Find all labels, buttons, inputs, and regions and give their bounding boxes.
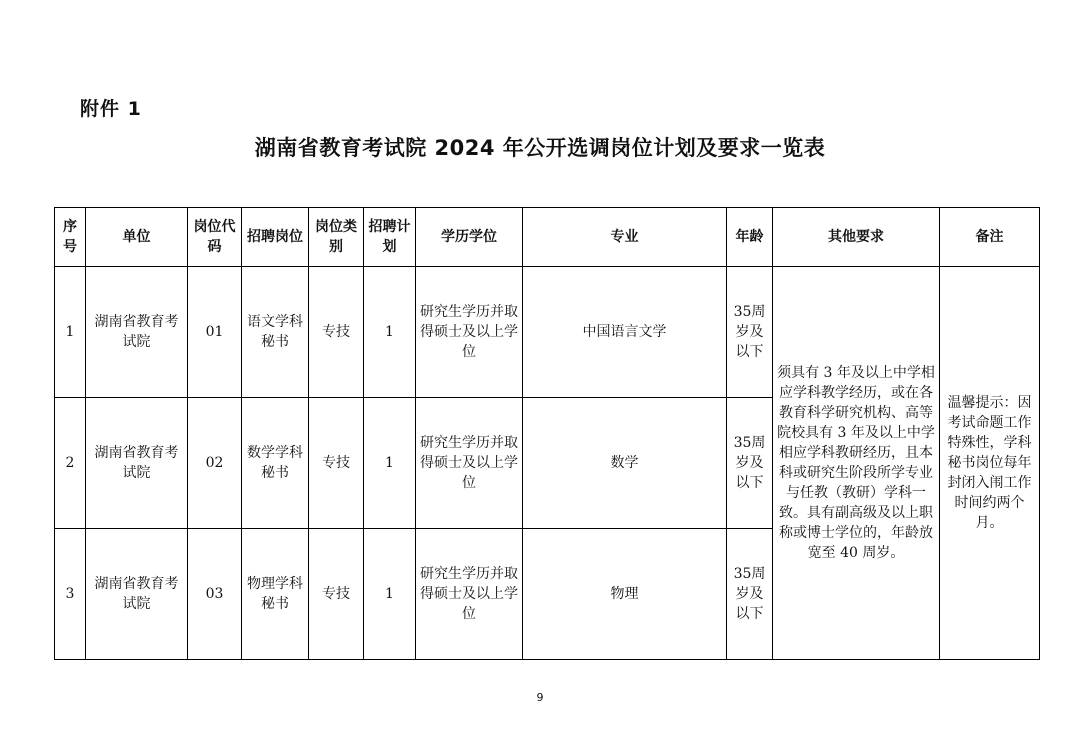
cell-plan: 1 — [364, 529, 416, 660]
page-number: 9 — [536, 691, 544, 704]
cell-remark: 温馨提示：因考试命题工作特殊性，学科秘书岗位每年封闭入闱工作时间约两个月。 — [940, 267, 1040, 660]
attachment-label: 附件 1 — [80, 98, 142, 120]
cell-major: 中国语言文学 — [523, 267, 727, 398]
header-unit: 单位 — [86, 208, 188, 267]
cell-position: 数学学科秘书 — [242, 398, 309, 529]
cell-education: 研究生学历并取得硕士及以上学位 — [416, 267, 523, 398]
document-title: 湖南省教育考试院 2024 年公开选调岗位计划及要求一览表 — [254, 136, 826, 160]
cell-seq: 2 — [55, 398, 86, 529]
table-row — [55, 267, 1040, 398]
header-major: 专业 — [523, 208, 727, 267]
cell-position: 物理学科秘书 — [242, 529, 309, 660]
cell-major: 数学 — [523, 398, 727, 529]
header-education: 学历学位 — [416, 208, 523, 267]
cell-category: 专技 — [309, 398, 364, 529]
cell-code: 01 — [188, 267, 242, 398]
cell-unit: 湖南省教育考试院 — [86, 529, 188, 660]
cell-age: 35周岁及以下 — [727, 398, 773, 529]
cell-code: 02 — [188, 398, 242, 529]
cell-plan: 1 — [364, 267, 416, 398]
cell-unit: 湖南省教育考试院 — [86, 398, 188, 529]
cell-seq: 1 — [55, 267, 86, 398]
position-plan-table — [54, 207, 1040, 660]
header-category: 岗位类别 — [309, 208, 364, 267]
header-other-requirements: 其他要求 — [773, 208, 940, 267]
header-plan: 招聘计划 — [364, 208, 416, 267]
header-remark: 备注 — [940, 208, 1040, 267]
header-age: 年龄 — [727, 208, 773, 267]
cell-education: 研究生学历并取得硕士及以上学位 — [416, 398, 523, 529]
cell-age: 35周岁及以下 — [727, 529, 773, 660]
header-seq: 序号 — [55, 208, 86, 267]
cell-education: 研究生学历并取得硕士及以上学位 — [416, 529, 523, 660]
cell-code: 03 — [188, 529, 242, 660]
cell-position: 语文学科秘书 — [242, 267, 309, 398]
table-header-row — [55, 208, 1040, 267]
header-position: 招聘岗位 — [242, 208, 309, 267]
cell-age: 35周岁及以下 — [727, 267, 773, 398]
cell-plan: 1 — [364, 398, 416, 529]
cell-category: 专技 — [309, 267, 364, 398]
cell-seq: 3 — [55, 529, 86, 660]
header-code: 岗位代码 — [188, 208, 242, 267]
cell-unit: 湖南省教育考试院 — [86, 267, 188, 398]
cell-category: 专技 — [309, 529, 364, 660]
cell-major: 物理 — [523, 529, 727, 660]
cell-other-requirements: 须具有 3 年及以上中学相应学科教学经历，或在各教育科学研究机构、高等院校具有 3 年及以上中学相应学科教研经历，且本科或研究生阶段所学专业与任教（教研）学科一致。具有副高级及以上职称或博士学位的，年龄放宽至 40 周岁。 — [773, 267, 940, 660]
